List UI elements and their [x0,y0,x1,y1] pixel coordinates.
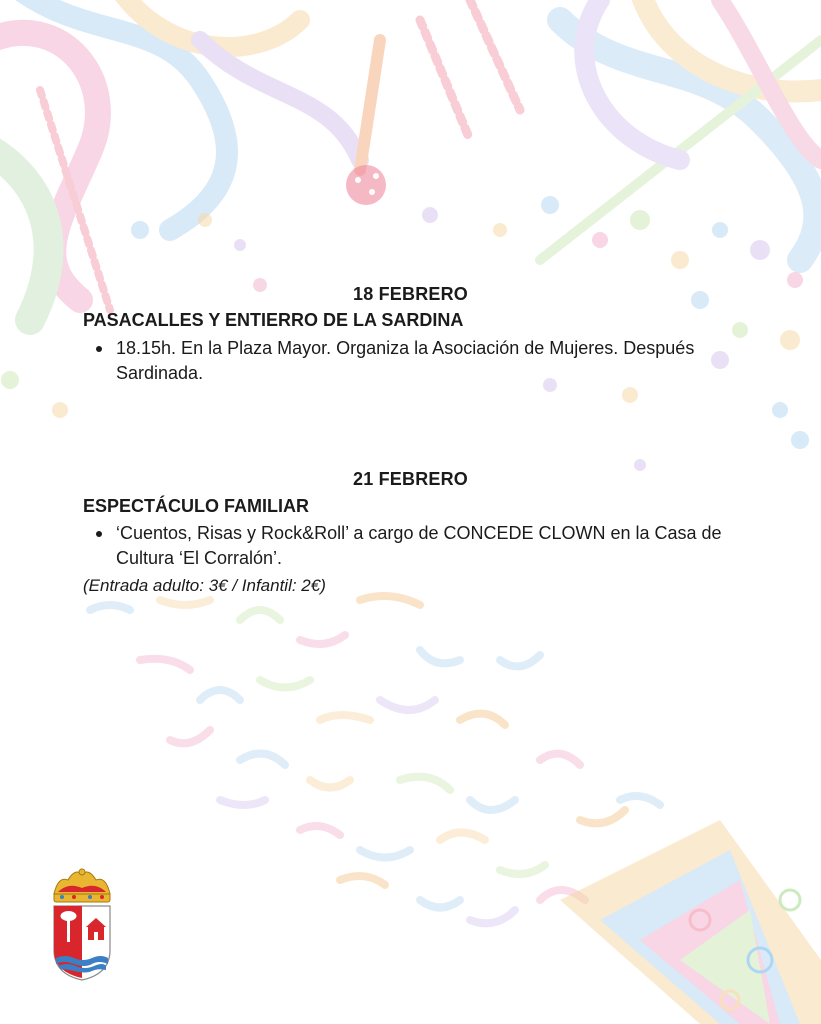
event-title: ESPECTÁCULO FAMILIAR [83,496,310,516]
event-date: 18 FEBRERO [352,284,469,304]
event-description: 18.15h. En la Plaza Mayor. Organiza la Asociación de Mujeres. Después Sardinada. [116,338,695,383]
bullet-icon [96,346,102,352]
price-note: (Entrada adulto: 3€ / Infantil: 2€) [83,576,326,595]
event-title: PASACALLES Y ENTIERRO DE LA SARDINA [83,310,464,330]
bullet-icon [96,531,102,537]
event-bullet [96,521,736,571]
event-bullet [96,336,736,386]
coat-of-arms-icon [48,866,116,982]
event-date: 21 FEBRERO [352,469,469,489]
event-description: ‘Cuentos, Risas y Rock&Roll’ a cargo de CONCEDE CLOWN en la Casa de Cultura ‘El Corralón’. [116,523,722,568]
